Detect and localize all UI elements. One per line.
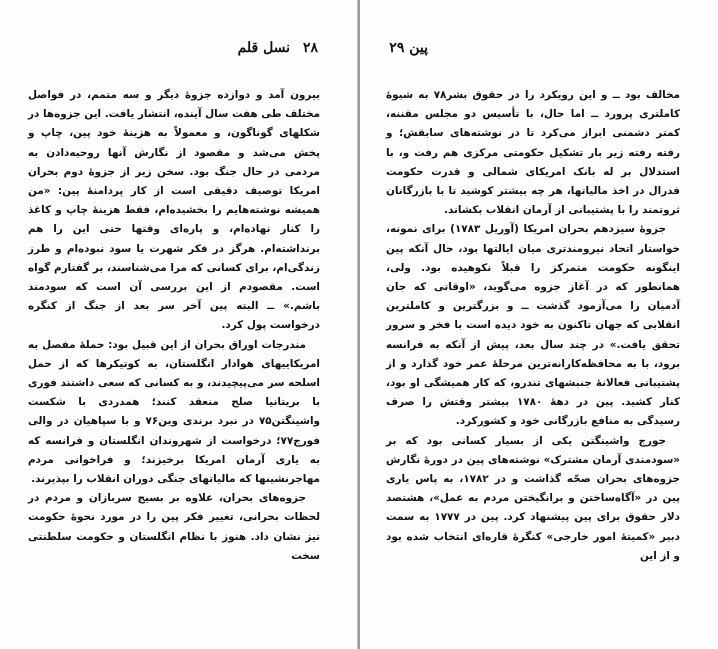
paragraph: جورج واشینگتن یکی از بسیار کسانی بود که بر «سودمندی آرمان مشترک» نوشته‌های پین در دورهٔ نگارش جزوه‌های بحران صحّه گذاشت و در ۱۷۸۲، به پاس یاری پین در «آگاه‌ساختن و برانگیختن مردم به عمل»، هشتصد دلار حقوق برای پین پیشنهاد کرد. پین در ۱۷۷۷ به سمت دبیر «کمیتهٔ امور خارجی» کنگرهٔ قاره‌ای انتخاب شده بود و از این (386, 434, 680, 562)
right-running-head: پین (409, 40, 428, 56)
paragraph: بیرون آمد و دوازده جزوهٔ دیگر و سه متمم، در فواصل مختلف طی هفت سال آینده، انتشار یافت. این جزوه‌ها در شکلهای گوناگون، و معمولاً به هزینهٔ خود پین، چاپ و پخش می‌شد و مقصود از نگارش آنها روحیه‌دادن به مردمی در حال جنگ بود. سخن زیر از جزوهٔ دوم بحران امریکا توصیف دقیقی است از کار پردامنهٔ پین: «من همیشه نوشته‌هایم را بخشیده‌ام، فقط هزینهٔ چاپ و کاغذ را کنار نهاده‌ام، و پاره‌ای وقتها حتی این را هم برنداشته‌ام. هرگز در فکر شهرت یا سود نبوده‌ام و طرز زندگی‌ام، برای کسانی که مرا می‌شناسند، بر گفتارم گواه است. مقصودم از این بررسی آن است که سودمند باشم.» ــ البته پین آخر سر بعد از جنگ از کنگره درخواست پول کرد. (28, 89, 320, 332)
right-page (360, 0, 718, 649)
right-page-body (386, 86, 680, 566)
right-page-header (381, 40, 428, 56)
paragraph: جزوه‌های بحران، علاوه بر بسیج سربازان و مردم در لحظات بحرانی، تغییر فکر پین را در مورد نحوهٔ حکومت نیز نشان داد. هنوز با نظام انگلستان و حکومت سلطنتی سخت (28, 492, 320, 562)
left-page-number: ۲۸ (302, 40, 318, 56)
left-page-header (238, 40, 318, 56)
paragraph: مندرجات اوراق بحران از این قبیل بود: حملهٔ مفصل به امریکاییهای هوادار انگلستان، به کوتیکرها که از حمل اسلحه سر می‌پیچیدند، و به کسانی که سعی داشتند فوری با بریتانیا صلح منعقد کنند؛ همدردی با شکست واشینگتن۷۵ در نبرد برندی وین۷۶ و با سپاهیان در والی فورج۷۷؛ درخواست از شهروندان انگلستان و فرانسه که به یاری آرمان امریکا برخیزند؛ و فراخوانی مردم مهاجرنشینها که مالیاتهای جنگی دوران انقلاب را بپذیرند. (28, 338, 320, 486)
right-page-number: ۲۹ (389, 40, 405, 56)
left-running-head: نسل قلم (237, 40, 291, 56)
paragraph: جزوهٔ سیزدهم بحران امریکا (آوریل ۱۷۸۳) برای نمونه، خواستار اتحاد نیرومندتری میان ایالتها بود، حال آنکه پین اینگونه حکومت متمرکز را قبلاً نکوهیده بود. ولی، همانطور که در آغاز جزوه می‌گوید، «اوقاتی که جان آدمیان را می‌آزمود گذشت ــ و بزرگترین و کاملترین انقلابی که جهان تاکنون به خود دیده است با فخر و سرور تحقق یافت.» در چند سال بعد، پیش از آنکه به فرانسه برود، با به محافظه‌کارانه‌ترین مرحلهٔ عمر خود گذارد و از پشتیبانی فعالانهٔ جنبشهای تندرو، که کار همیشگی او بود، کنار کشید. پین در دههٔ ۱۷۸۰ بیشتر وقتش را صرف رسیدگی به منافع بازرگانی خود و کشورکرد. (386, 223, 680, 428)
left-page-body (28, 86, 320, 566)
paragraph: مخالف بود ــ و این رویکرد را در حقوق بشر۷۸ به شیوهٔ کاملتری پرورد ــ اما حال، با تأسیس دو مجلس مقننه، کمتر دشمنی ابراز می‌کرد تا در نوشته‌های سابقش؛ و رفته رفته زیر بار تشکیل حکومتی مرکزی هم رفت و، با استدلال بر له بانک امریکای شمالی و قدرت حکومت فدرال در اخذ مالیاتها، هر چه بیشتر کوشید تا با بازرگانان ثروتمند را با پشتیبانی از آرمان انقلاب بکشاند. (386, 89, 681, 217)
left-page (0, 0, 358, 649)
